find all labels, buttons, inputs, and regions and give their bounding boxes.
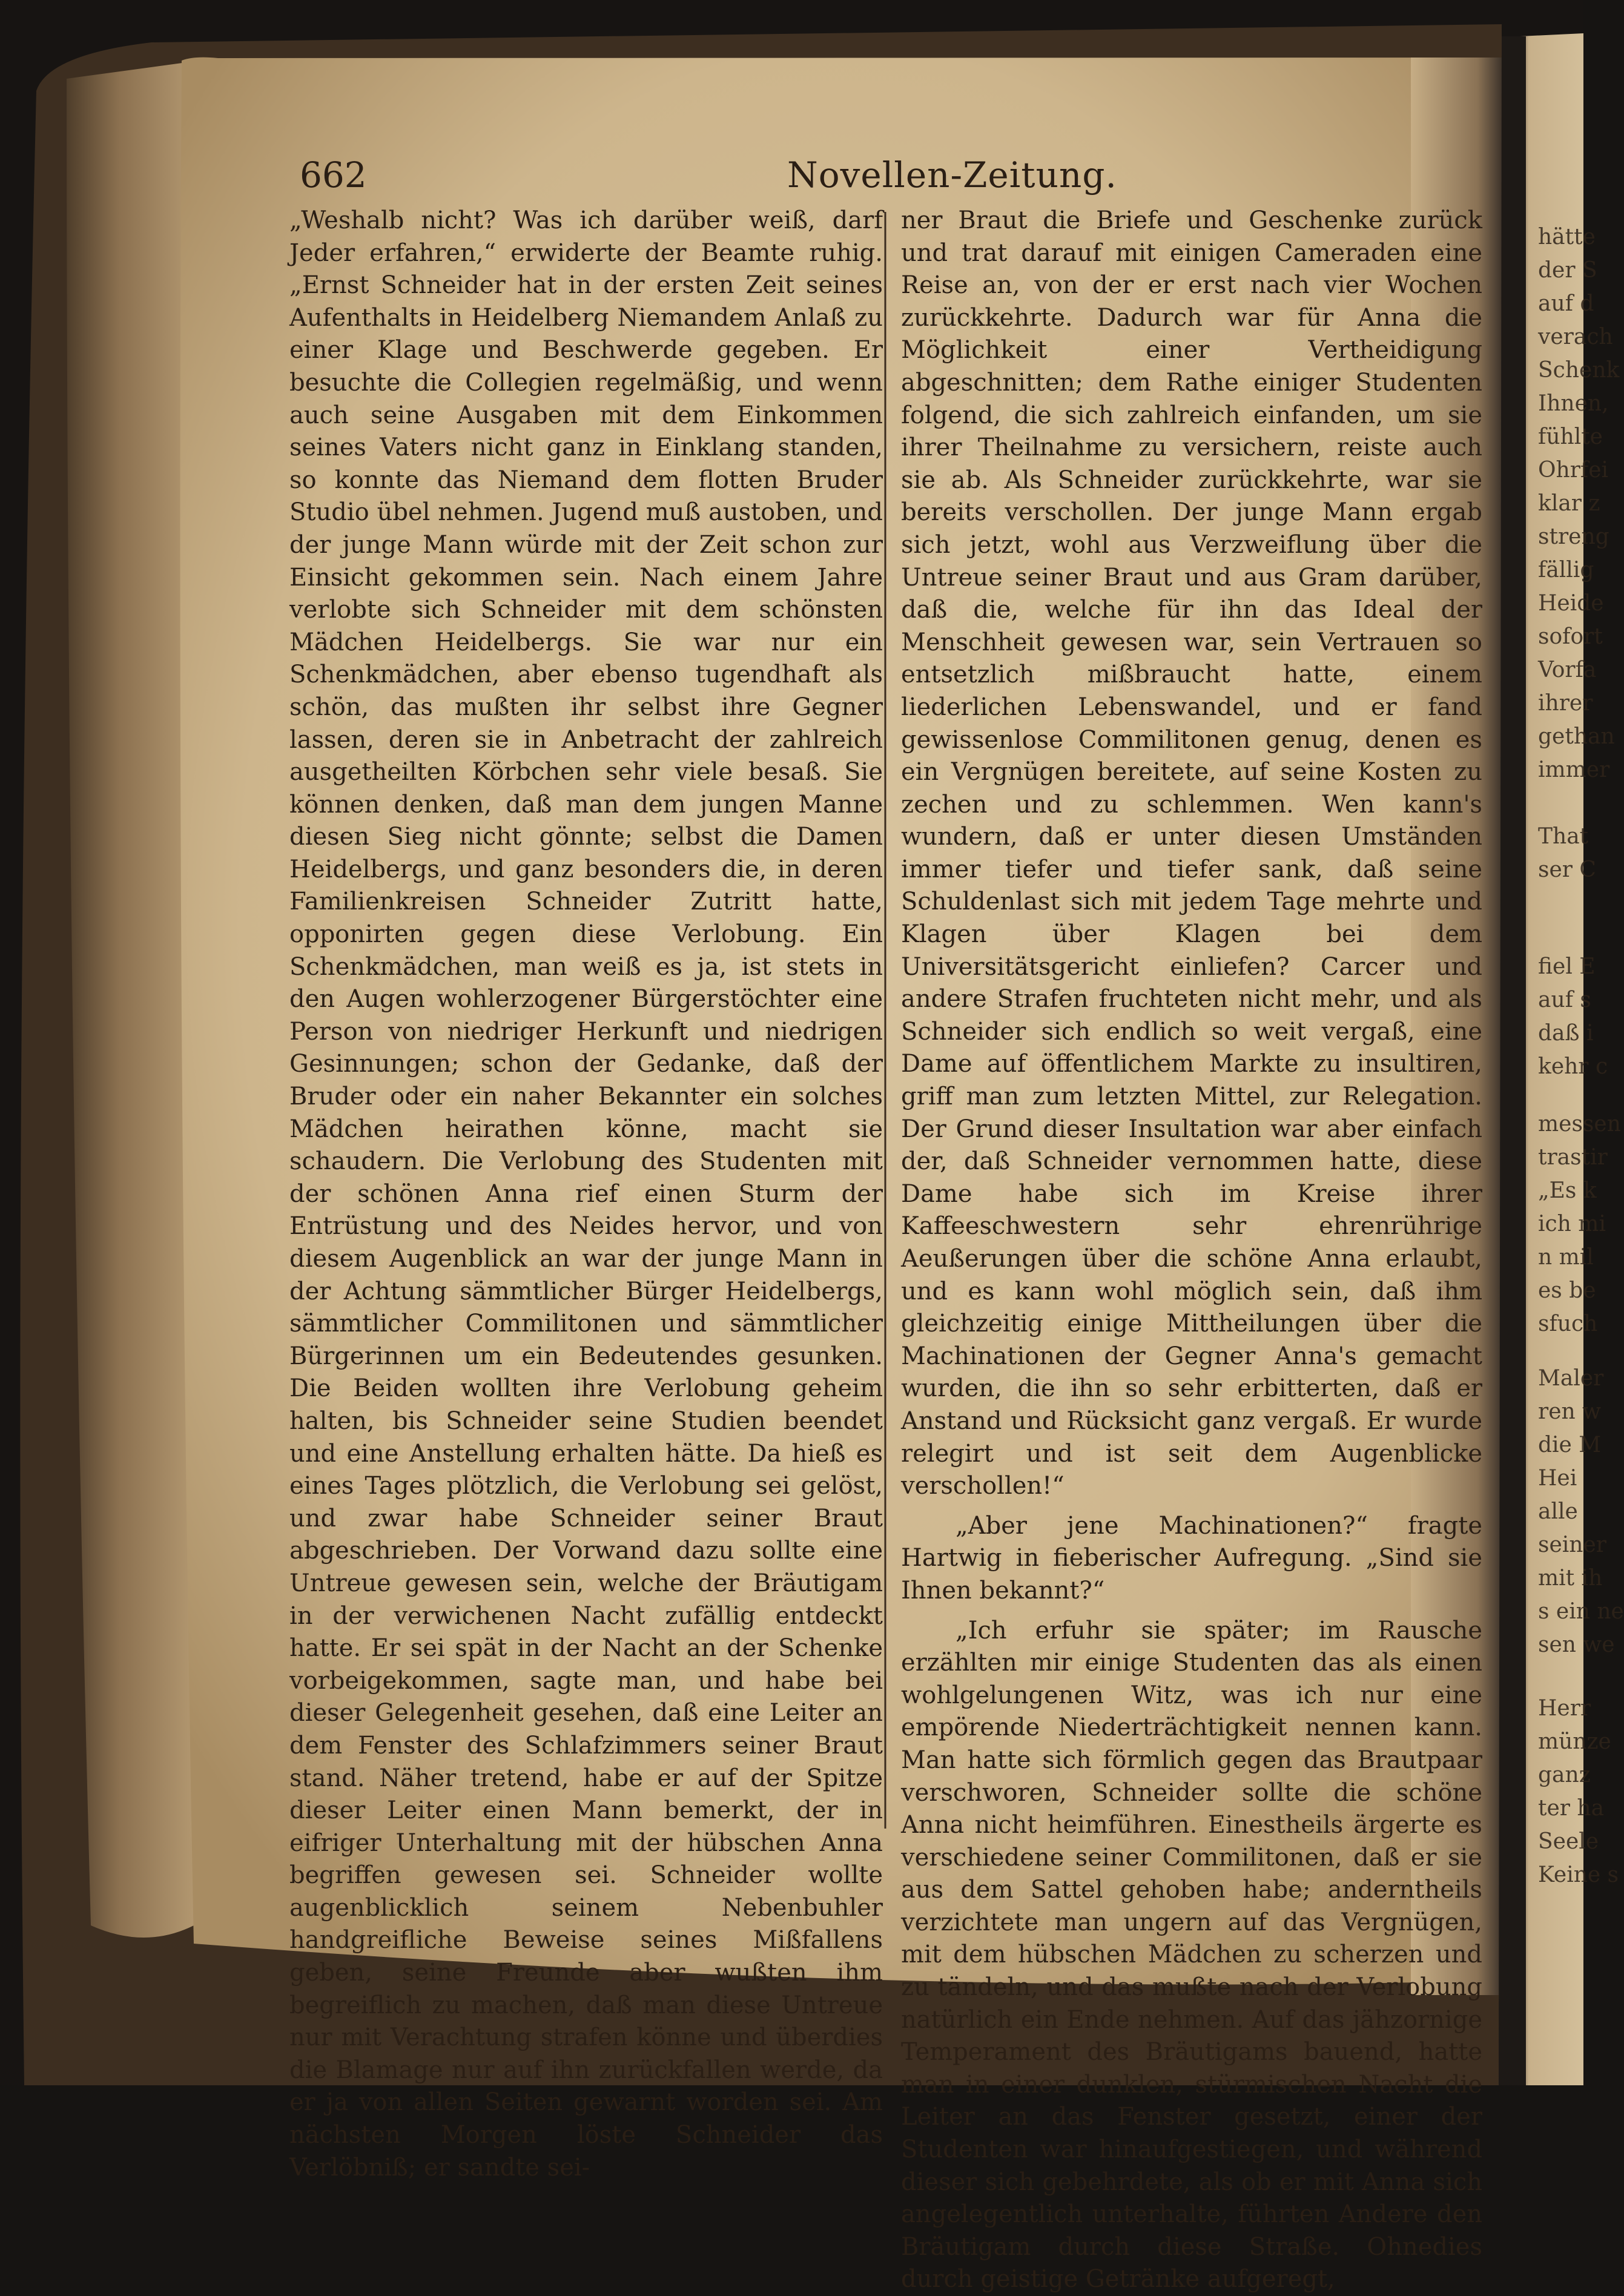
facing-page-fragment: Maler [1538,1366,1604,1391]
facing-page-fragment: n mil [1538,1245,1594,1270]
facing-page-fragment: That [1538,824,1589,849]
facing-page-fragment: ihrer [1538,691,1593,716]
facing-page-fragment: Keine s [1538,1862,1619,1887]
facing-page-fragment: ser C [1538,857,1596,882]
facing-page-fragment: fiel E [1538,954,1596,979]
paragraph: „Ich erfuhr sie später; im Rausche erzählten mir einige Studenten das als einen wohlgelungenen Witz, was ich nur eine empörende Niederträchtigkeit nennen kann. Man hatte sich förmlich gegen das Brautpaar verschworen, Schneider sollte die schöne Anna nicht heimführen. Einestheils ärgerte es verschiedene seiner Commilitonen, daß er sie aus dem Sattel gehoben habe; anderntheils verzichtete man ungern auf das Vergnügen, mit dem hübschen Mädchen zu scherzen und zu tändeln, und das mußte nach der Verlobung natürlich ein Ende nehmen. Auf das jähzornige Temperament des Bräutigams bauend, hatte man in einer dunklen, stürmischen Nacht die Leiter an das Fenster gesetzt, einer der Studenten war hinaufgestiegen, und während dieser sich gebehrdete, als ob er mit Anna sich angelegentlich unterhalte, führten Andere den Bräutigam durch diese Straße. Ohnedies durch geistige Getränke aufgeregt, [901,1616,1482,2294]
paragraph: „Weshalb nicht? Was ich darüber weiß, darf Jeder erfahren,“ erwiderte der Beamte ruhig. „Ernst Schneider hat in der ersten Zeit seines Aufenthalts in Heidelberg Niemandem Anlaß zu einer Klage und Beschwerde gegeben. Er besuchte die Collegien regelmäßig, und wenn auch seine Ausgaben mit dem Einkommen seines Vaters nicht ganz in Einklang standen, so konnte das Niemand dem flotten Bruder Studio übel nehmen. Jugend muß austoben, und der junge Mann würde mit der Zeit schon zur Einsicht gekommen sein. Nach einem Jahre verlobte sich Schneider mit dem schönsten Mädchen Heidelbergs. Sie war nur ein Schenkmädchen, aber ebenso tugendhaft als schön, das mußten ihr selbst ihre Gegner lassen, deren sie in Anbetracht der zahlreich ausgetheilten Körbchen sehr viele besaß. Sie können denken, daß man dem jungen Manne diesen Sieg nicht gönnte; selbst die Damen Heidelbergs, und ganz besonders die, in deren Familienkreisen Schneider Zutritt hatte, opponirten gegen diese Verlobung. Ein Schenkmädchen, man weiß es ja, ist stets in den Augen wohlerzogener Bürgerstöchter eine Person von niedriger Herkunft und niedrigen Gesinnungen; schon der Gedanke, daß der Bruder oder ein naher Bekannter ein solches Mädchen heirathen könne, macht sie schaudern. Die Verlobung des Studenten mit der schönen Anna rief einen Sturm der Entrüstung und des Neides hervor, und von diesem Augenblick an war der junge Mann in der Achtung sämmtlicher Bürger Heidelbergs, sämmtlicher Commilitonen und sämmtlicher Bürgerinnen um ein Bedeutendes gesunken. Die Beiden wollten ihre Verlobung geheim halten, bis Schneider seine Studien beendet und eine Anstellung erhalten hätte. Da hieß es eines Tages plötzlich, die Verlobung sei gelöst, und zwar habe Schneider seiner Braut abgeschrieben. Der Vorwand dazu sollte eine Untreue gewesen sein, welche der Bräutigam in der verwichenen Nacht zufällig entdeckt hatte. Er sei spät in der Nacht an der Schenke vorbeigekommen, sagte man, und habe bei dieser Gelegenheit gesehen, daß eine Leiter an dem Fenster des Schlafzimmers seiner Braut stand. Näher tretend, habe er auf der Spitze dieser Leiter einen Mann bemerkt, der in eifriger Unterhaltung mit der hübschen Anna begriffen gewesen sei. Schneider wollte augenblicklich seinem Nebenbuhler handgreifliche Beweise seines Mißfallens geben, seine Freunde aber wußten ihm begreiflich zu machen, daß man diese Untreue nur mit Verachtung strafen könne und überdies die Blamage nur auf ihn zurückfallen werde, da er ja von allen Seiten gewarnt worden sei. Am nächsten Morgen löste Schneider das Verlöbniß; er sandte sei- [289,206,883,2182]
facing-page-fragment: alle [1538,1499,1578,1524]
facing-page-fragment: kehr c [1538,1054,1608,1079]
paragraph: „Aber jene Machinationen?“ fragte Hartwig in fieberischer Aufregung. „Sind sie Ihnen bekannt?“ [901,1511,1482,1605]
facing-page-fragment: auf d [1538,291,1594,316]
facing-page-fragment: s ein ne [1538,1599,1624,1624]
facing-page-fragment: Hei [1538,1466,1577,1491]
facing-page-fragment: mit ih [1538,1566,1603,1591]
facing-page-fragment: daß i [1538,1021,1594,1046]
facing-page-fragment: ich mi [1538,1212,1606,1236]
right-column [901,205,1482,2296]
facing-page-fragment: Seele [1538,1829,1599,1854]
facing-page-fragment: Ihnen, [1538,391,1609,416]
paragraph: ner Braut die Briefe und Geschenke zurück und trat darauf mit einigen Cameraden eine Reise an, von der er erst nach vier Wochen zurückkehrte. Dadurch war für Anna die Möglichkeit einer Vertheidigung abgeschnitten; dem Rathe einiger Studenten folgend, die sich zahlreich einfanden, um sie ihrer Theilnahme zu versichern, reiste auch sie ab. Als Schneider zurückkehrte, war sie bereits verschollen. Der junge Mann ergab sich jetzt, wohl aus Verzweiflung über die Untreue seiner Braut und aus Gram darüber, daß die, welche für ihn das Ideal der Menschheit gewesen war, sein Vertrauen so entsetzlich mißbraucht hatte, einem liederlichen Lebenswandel, und er fand gewissenlose Commilitonen genug, denen es ein Vergnügen bereitete, auf seine Kosten zu zechen und zu schlemmen. Wen kann's wundern, daß er unter diesen Umständen immer tiefer und tiefer sank, daß seine Schuldenlast sich mit jedem Tage mehrte und Klagen über Klagen bei dem Universitätsgericht einliefen? Carcer und andere Strafen fruchteten nicht mehr, und als Schneider sich endlich so weit vergaß, eine Dame auf öffentlichem Markte zu insultiren, griff man zum letzten Mittel, zur Relegation. Der Grund dieser Insultation war aber einfach der, daß Schneider vernommen hatte, diese Dame habe sich im Kreise ihrer Kaffeeschwestern sehr ehrenrührige Aeußerungen über die schöne Anna erlaubt, und es kann wohl möglich sein, daß ihm gleichzeitig einige Mittheilungen über die Machinationen der Gegner Anna's gemacht wurden, die ihn so sehr erbitterten, daß er Anstand und Rücksicht ganz vergaß. Er wurde relegirt und ist seit dem Augenblicke verschollen!“ [901,206,1482,1500]
facing-page-fragment: messen [1538,1112,1621,1136]
facing-page-fragment: fühlte [1538,424,1603,449]
facing-page-fragment: trastir [1538,1145,1608,1170]
facing-page-fragment: sen we [1538,1632,1615,1657]
facing-page-fragment: auf s [1538,988,1591,1012]
facing-page-fragment: sfuch [1538,1311,1598,1336]
facing-page-fragment: gethan [1538,724,1615,749]
facing-page-fragment: es be [1538,1278,1596,1303]
facing-page-fragment: klar z [1538,491,1600,516]
facing-page-fragment: Heide [1538,591,1604,616]
facing-page-fragment: sofort [1538,624,1603,649]
facing-page-fragment: ren w [1538,1399,1601,1424]
running-head: Novellen-Zeitung. [787,154,1117,196]
page-number: 662 [300,154,367,196]
facing-page-fragment: immer [1538,757,1610,782]
facing-page-fragment: fällig [1538,558,1594,582]
facing-page-fragment: der S [1538,258,1597,283]
facing-page-fragment: streng [1538,524,1609,549]
left-column [289,205,883,2184]
facing-page-fragment: hätte [1538,225,1596,249]
facing-page-fragment: ter ha [1538,1796,1605,1821]
facing-page-fragment: ganz [1538,1763,1591,1787]
facing-page-fragment: münze [1538,1729,1611,1754]
facing-page-fragment: seiner [1538,1532,1606,1557]
facing-page-fragment: verach [1538,325,1613,349]
facing-page-fragment: Herr [1538,1696,1591,1721]
facing-page-fragment: die M [1538,1433,1602,1457]
facing-page-fragment: Ohrfei [1538,458,1609,483]
facing-page-fragment: „Es k [1538,1178,1597,1203]
facing-page-fragment: Vorfa [1538,658,1597,682]
facing-page-fragment: Schenk [1538,358,1620,383]
